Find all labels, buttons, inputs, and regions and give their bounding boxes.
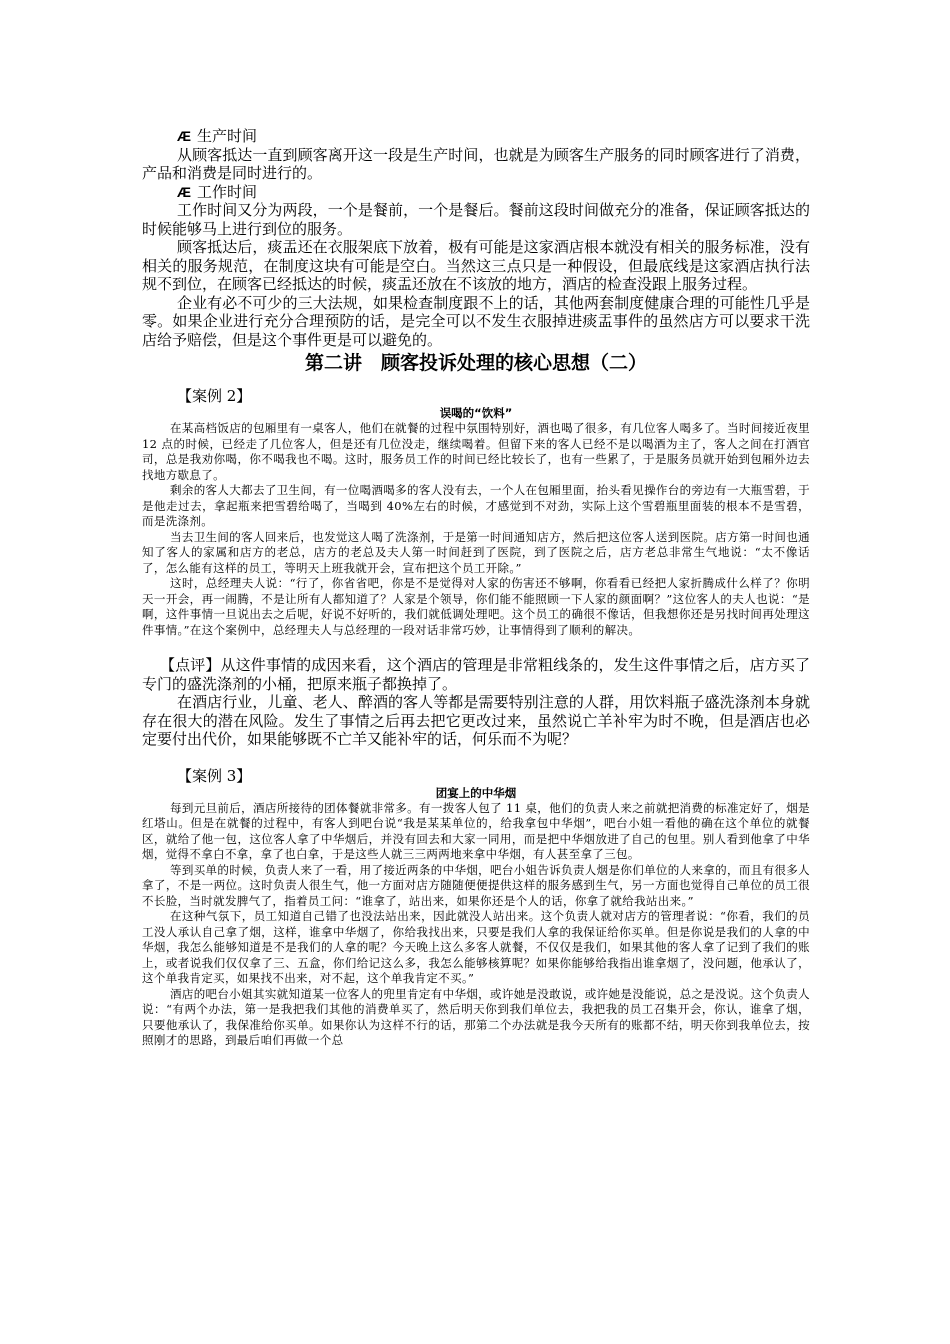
comment-paragraph xyxy=(142,656,810,693)
case-3-paragraph: 每到元旦前后，酒店所接待的团体餐就非常多。有一拨客人包了 11 桌，他们的负责人来之前就把消费的标准定好了，烟是红塔山。但是在就餐的过程中，有客人到吧台说“我是某某单位的，给我拿包中华烟”，吧台小姐一看他的确在这个单位的就餐区，就给了他一包，这位客人拿了中华烟后，并没有回去和大家一同用，而是把中华烟放进了自己的包里。别人看到他拿了中华烟，觉得不拿白不拿，拿了也白拿，于是这些人就三三两两地来拿中华烟，有人甚至拿了三包。 xyxy=(142,800,810,861)
bullet-mark: Æ xyxy=(177,128,191,144)
case-2-paragraph: 在某高档饭店的包厢里有一桌客人，他们在就餐的过程中氛围特别好，酒也喝了很多，有几位客人喝多了。当时间接近夜里 12 点的时候，已经走了几位客人，但是还有几位没走，继续喝着。但留下来的客人已经不是以喝酒为主了，客人之间在打酒官司，总是我劝你喝，你不喝我也不喝。这时，服务员工作的时间已经比较长了，也有一些累了，于是服务员就开始到包厢外边去找地方歇息了。 xyxy=(142,421,810,482)
case-2-paragraph: 剩余的客人大都去了卫生间，有一位喝酒喝多的客人没有去，一个人在包厢里面，抬头看见操作台的旁边有一大瓶雪碧，于是他走过去，拿起瓶来把雪碧给喝了，当喝到 40%左右的时候，才感觉到不对劲，实际上这个雪碧瓶里面装的根本不是雪碧，而是洗涤剂。 xyxy=(142,483,810,528)
heading-text: 工作时间 xyxy=(197,182,258,201)
case-3-title: 团宴上的中华烟 xyxy=(435,785,517,800)
text-column xyxy=(142,127,810,1049)
comment-label: 【点评】 xyxy=(160,656,221,674)
case-2-paragraph: 这时，总经理夫人说：“行了，你省省吧，你是不是觉得对人家的伤害还不够啊，你看看已经把人家折腾成什么样了？你明天一开会，再一闹腾，不是让所有人都知道了？人家是个领导，你们能不能照顾一下人家的颜面啊？”这位客人的夫人也说：“是啊，这件事情一旦说出去之后呢，好说不好听的，我们就低调处理吧。这个员工的确很不像话，但我想你还是另找时间再处理这件事情。”在这个案例中，总经理夫人与总经理的一段对话非常巧妙，让事情得到了顺利的解决。 xyxy=(142,576,810,637)
paragraph-spittoon: 顾客抵达后，痰盂还在衣服架底下放着，极有可能是这家酒店根本就没有相关的服务标准，没有相关的服务规范，在制度这块有可能是空白。当然这三点只是一种假设，但最底线是这家酒店执行法规不到位，在顾客已经抵达的时候，痰盂还放在不该放的地方，酒店的检查没跟上服务过程。 xyxy=(142,238,810,293)
comment-paragraph: 在酒店行业，儿童、老人、醉酒的客人等都是需要特别注意的人群，用饮料瓶子盛洗涤剂本身就存在很大的潜在风险。发生了事情之后再去把它更改过来，虽然说亡羊补牢为时不晚，但是酒店也必定要付出代价，如果能够既不亡羊又能补牢的话，何乐而不为呢？ xyxy=(142,693,810,748)
bullet-mark: Æ xyxy=(177,183,191,200)
case-3-paragraph: 在这种气氛下，员工知道自己错了也没法站出来，因此就没人站出来。这个负责人就对店方的管理者说：“你看，我们的员工没人承认自己拿了烟，这样，谁拿中华烟了，你给我找出来，只要是我们人拿的我保证给你买单。但是你说是我们的人拿的中华烟，我怎么能够知道是不是我们的人拿的呢？今天晚上这么多客人就餐，不仅仅是我们，如果其他的客人拿了记到了我们的账上，或者说我们仅仅拿了三、五盒，你们给记这么多，我怎么能够核算呢？如果你能够给我指出谁拿烟了，没问题，他承认了，这个单我肯定买，如果找不出来，对不起，这个单我肯定不买。” xyxy=(142,909,810,985)
lecture-title: 第二讲 顾客投诉处理的核心思想（二） xyxy=(304,352,647,374)
paragraph-production-time: 从顾客抵达一直到顾客离开这一段是生产时间，也就是为顾客生产服务的同时顾客进行了消费，产品和消费是同时进行的。 xyxy=(142,145,810,182)
paragraph-work-time: 工作时间又分为两段，一个是餐前，一个是餐后。餐前这段时间做充分的准备，保证顾客抵达的时候能够马上进行到位的服务。 xyxy=(142,201,810,238)
case-2-title: 误喝的“饮料” xyxy=(439,406,513,420)
case-2-label: 【案例 2】 xyxy=(177,387,252,405)
case-2-paragraph: 当去卫生间的客人回来后，也发觉这人喝了洗涤剂，于是第一时间通知店方，然后把这位客人送到医院。店方第一时间也通知了客人的家属和店方的老总，店方的老总及夫人第一时间赶到了医院，到了医院之后，店方老总非常生气地说：“太不像话了，怎么能有这样的员工，等明天上班我就开会，宣布把这个员工开除。” xyxy=(142,529,810,575)
case-3-label: 【案例 3】 xyxy=(177,766,252,785)
comment-text: 从这件事情的成因来看，这个酒店的管理是非常粗线条的，发生这件事情之后，店方买了专门的盛洗涤剂的小桶，把原来瓶子都换掉了。 xyxy=(142,656,810,693)
heading-text: 生产时间 xyxy=(197,127,258,145)
heading-production-time xyxy=(142,127,810,146)
case-3-paragraph: 酒店的吧台小姐其实就知道某一位客人的兜里肯定有中华烟，或许她是没敢说，或许她是没能说，总之是没说。这个负责人说：“有两个办法，第一是我把我们其他的消费单买了，然后明天你到我们单位去，我把我的员工召集开会，你认，谁拿了烟，只要他承认了，我保准给你买单。如果你认为这样不行的话，那第二个办法就是我今天所有的账都不结，明天你到我单位去，按照刚才的思路，到最后咱们再做一个总 xyxy=(142,986,810,1047)
heading-work-time xyxy=(142,183,810,202)
paragraph-regulations: 企业有必不可少的三大法规，如果检查制度跟不上的话，其他两套制度健康合理的可能性几乎是零。如果企业进行充分合理预防的话，是完全可以不发生衣服掉进痰盂事件的虽然店方可以要求干洗店给予赔偿，但是这个事件更是可以避免的。 xyxy=(142,293,810,349)
case-3-paragraph: 等到买单的时候，负责人来了一看，用了接近两条的中华烟，吧台小姐告诉负责人烟是你们单位的人来拿的，而且有很多人拿了，不是一两位。这时负责人很生气，他一方面对店方随随便便提供这样的服务感到生气，另一方面也觉得自己单位的员工很不长脸，当时就发脾气了，指着员工问：“谁拿了，站出来，如果你还是个人的话，你拿了就给我站出来。” xyxy=(142,862,810,908)
